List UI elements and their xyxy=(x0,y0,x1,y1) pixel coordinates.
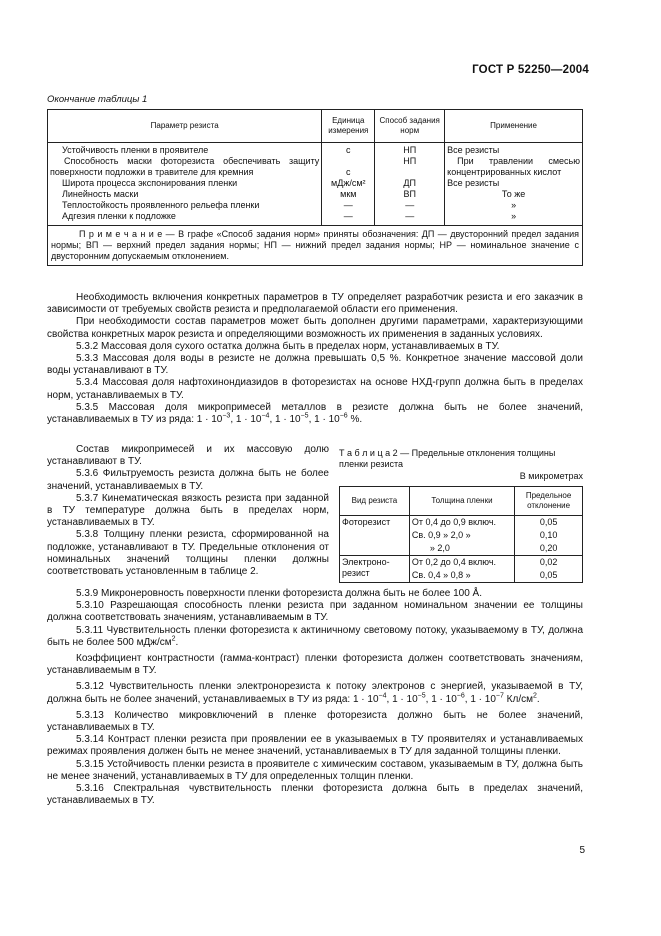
paragraph: 5.3.2 Массовая доля сухого остатка должна быть в пределах норм, устанавливаемых в ТУ. xyxy=(76,340,500,352)
paragraph: Состав микропримесей и их массовую долю устанавливают в ТУ. xyxy=(47,444,329,468)
table2-caption: Т а б л и ц а 2 — Предельные отклонения толщины пленки резиста xyxy=(339,448,556,469)
table1 xyxy=(47,109,583,266)
table-row: » 2,0 0,20 xyxy=(340,542,583,556)
table1-caption: Окончание таблицы 1 xyxy=(47,94,148,105)
paragraph: 5.3.9 Микронеровность поверхности пленки фоторезиста должна быть не более 100 Å. xyxy=(76,588,483,599)
table1-header-use: Применение xyxy=(445,110,583,143)
paragraph-5-3-5: 5.3.5 Массовая доля микропримесей металлов в резисте должна быть не более значений, устанавливаемых в ТУ из ряда: $1 \cdot 10^{-3}$, $1 \cdot 10^{-4}$, $1 \cdot 10^{-5}$, $1 \cdot 10^{-6}$ %. xyxy=(47,401,583,426)
table-row: Фоторезист От 0,4 до 0,9 включ. 0,05 xyxy=(340,516,583,530)
table-row: Электроно-резист От 0,2 до 0,4 включ. 0,02 xyxy=(340,556,583,570)
table2 xyxy=(339,486,583,583)
paragraph: 5.3.10 Разрешающая способность пленки резиста при заданном номинальном значении ее толщины должна соответствовать значениям, устанавливаемым в ТУ. xyxy=(47,600,583,624)
table1-header-norm: Способ задания норм xyxy=(375,110,445,143)
paragraph: При необходимости состав параметров может быть дополнен другими параметрами, характеризующими свойства конкретных марок резиста и определяющими возможность их применения в заданных условиях. xyxy=(47,316,583,340)
table2-unit: В микрометрах xyxy=(519,471,583,481)
paragraph: 5.3.8 Толщину пленки резиста, сформированной на подложке, устанавливают в ТУ. Предельные отклонения от номинальных значений толщины пленки должны соответствовать установленным в таблице 2. xyxy=(47,529,329,578)
body-text-top xyxy=(47,292,583,426)
table2-header-deviation: Предельное отклонение xyxy=(515,487,583,516)
paragraph: 5.3.15 Устойчивость пленки резиста в проявителе с химическим составом, указываемым в ТУ, должна быть не менее значений, устанавливаемых в ТУ для определенных толщин пленки. xyxy=(47,758,583,782)
page-number: 5 xyxy=(579,845,585,856)
paragraph-5-3-11: 5.3.11 Чувствительность пленки фоторезиста к актиничному световому потоку, указываемому в ТУ, должна быть не более 500 мДж/$см^2$. xyxy=(47,624,583,648)
table2-header-thickness: Толщина пленки xyxy=(409,487,514,516)
table1-note: П р и м е ч а н и е — В графе «Способ задания норм» приняты обозначения: ДП — двусторонний предел задания нормы; ВП — верхний предел задания нормы; НП — нижний предел задания нормы; НР — номинальное значение с двусторонним допускаемым отклонением. xyxy=(48,226,583,266)
table-row: Способность маски фоторезиста обеспечивать защиту поверхности подложки в травителе для кремния с НП При травлении смесью концентрированных кислот xyxy=(48,156,583,178)
table2-header-type: Вид резиста xyxy=(340,487,410,516)
table-row: Адгезия пленки к подложке — — » xyxy=(48,211,583,226)
paragraph: 5.3.7 Кинематическая вязкость резиста при заданной в ТУ температуре должна быть в пределах норм, устанавливаемых в ТУ. xyxy=(47,492,329,529)
table1-header-unit: Единица измерения xyxy=(322,110,375,143)
paragraph: 5.3.3 Массовая доля воды в резисте не должна превышать 0,5 %. Конкретное значение массовой доли воды устанавливают в ТУ. xyxy=(47,353,583,377)
paragraph-5-3-12: 5.3.12 Чувствительность пленки электронорезиста к потоку электронов с энергией, указываемой в ТУ, должна быть не более значений, устанавливаемых в ТУ из ряда: $1 \cdot 10^{-4}$, $1 \cdot 10^{-5}$, $1 \cdot 10^{-6}$, $1 \cdot 10^{-7}$ $Кл/см^2$. xyxy=(47,681,583,705)
paragraph: Необходимость включения конкретных параметров в ТУ определяет разработчик резиста и его заказчик в зависимости от требуемых свойств резиста и предполагаемой области его применения. xyxy=(47,292,583,316)
body-text-bottom xyxy=(47,588,583,807)
table-row: Устойчивость пленки в проявителе с НП Все резисты xyxy=(48,143,583,157)
table-row: Широта процесса экспонирования пленки мДж/см² ДП Все резисты xyxy=(48,178,583,189)
table-row: Св. 0,4 » 0,8 » 0,05 xyxy=(340,569,583,583)
paragraph: 5.3.16 Спектральная чувствительность пленки фоторезиста должна быть в пределах значений, устанавливаемых в ТУ. xyxy=(47,783,583,807)
paragraph: 5.3.6 Фильтруемость резиста должна быть не более значений, устанавливаемых в ТУ. xyxy=(47,468,329,492)
table-row: Линейность маски мкм ВП То же xyxy=(48,189,583,200)
table-row: Св. 0,9 » 2,0 » 0,10 xyxy=(340,529,583,542)
paragraph: 5.3.13 Количество микровключений в пленке фоторезиста должно быть не более значений, устанавливаемых в ТУ. xyxy=(47,709,583,734)
paragraph: 5.3.14 Контраст пленки резиста при проявлении ее в указываемых в ТУ проявителях и устанавливаемых режимах проявления должен быть не менее значений, устанавливаемых в ТУ для заданной толщины пленки. xyxy=(47,734,583,758)
table1-header-param: Параметр резиста xyxy=(48,110,322,143)
paragraph: 5.3.4 Массовая доля нафтохинондиазидов в фоторезистах на основе НХД-групп должна быть в пределах норм, устанавливаемых в ТУ. xyxy=(47,377,583,401)
document-header: ГОСТ Р 52250—2004 xyxy=(472,64,589,76)
paragraph: Коэффициент контрастности (гамма-контраст) пленки фоторезиста должен соответствовать значениям, устанавливаемым в ТУ. xyxy=(47,653,583,677)
body-text-left-column xyxy=(47,444,329,578)
table-row: Теплостойкость проявленного рельефа пленки — — » xyxy=(48,200,583,211)
